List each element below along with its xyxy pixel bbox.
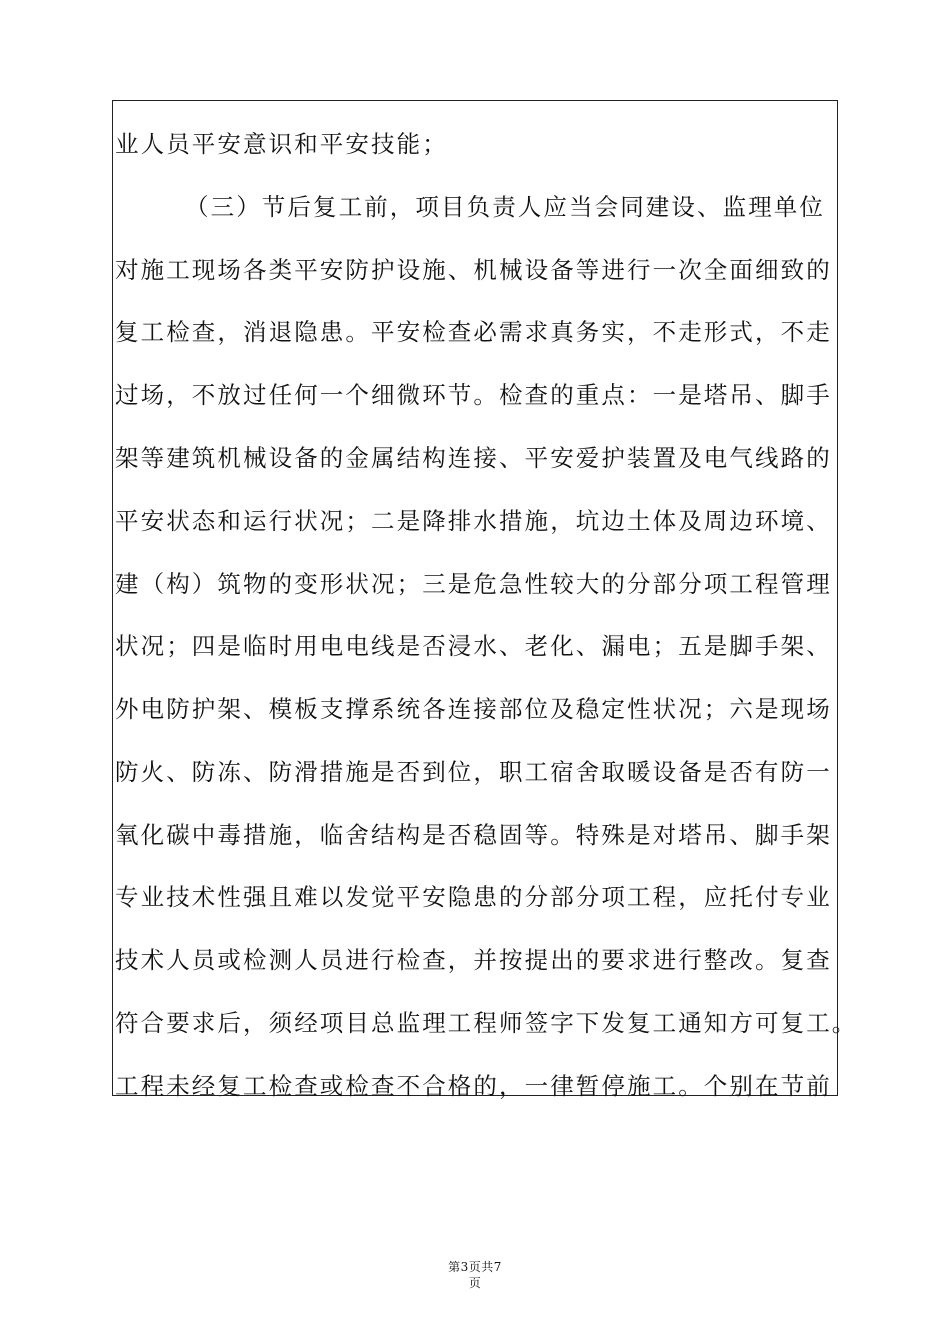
- page-number-line-1: 第3页共7: [448, 1260, 502, 1274]
- page-number-line-2: 页: [468, 1276, 482, 1290]
- text-line-9: 状况；四是临时用电电线是否浸水、老化、漏电；五是脚手架、: [115, 632, 832, 660]
- text-line-13: 专业技术性强且难以发觉平安隐患的分部分项工程，应托付专业: [115, 883, 832, 911]
- text-line-3: 对施工现场各类平安防护设施、机械设备等进行一次全面细致的: [115, 256, 832, 284]
- text-line-14: 技术人员或检测人员进行检查，并按提出的要求进行整改。复查: [115, 946, 832, 974]
- text-line-10: 外电防护架、模板支撑系统各连接部位及稳定性状况；六是现场: [115, 695, 832, 723]
- text-line-6: 架等建筑机械设备的金属结构连接、平安爱护装置及电气线路的: [115, 444, 832, 472]
- text-line-12: 氧化碳中毒措施，临舍结构是否稳固等。特殊是对塔吊、脚手架: [115, 821, 832, 849]
- text-line-1: 业人员平安意识和平安技能；: [115, 130, 448, 158]
- text-line-7: 平安状态和运行状况；二是降排水措施，坑边土体及周边环境、: [115, 507, 832, 535]
- text-line-15: 符合要求后，须经项目总监理工程师签字下发复工通知方可复工。: [115, 1009, 858, 1037]
- text-line-8: 建（构）筑物的变形状况；三是危急性较大的分部分项工程管理: [115, 570, 832, 598]
- text-line-5: 过场，不放过任何一个细微环节。检查的重点：一是塔吊、脚手: [115, 381, 832, 409]
- text-line-4: 复工检查，消退隐患。平安检查必需求真务实，不走形式，不走: [115, 318, 832, 346]
- text-line-11: 防火、防冻、防滑措施是否到位，职工宿舍取暖设备是否有防一: [115, 758, 832, 786]
- text-line-2: （三）节后复工前，项目负责人应当会同建设、监理单位: [185, 193, 825, 221]
- text-line-16: 工程未经复工检查或检查不合格的，一律暂停施工。个别在节前: [115, 1072, 832, 1100]
